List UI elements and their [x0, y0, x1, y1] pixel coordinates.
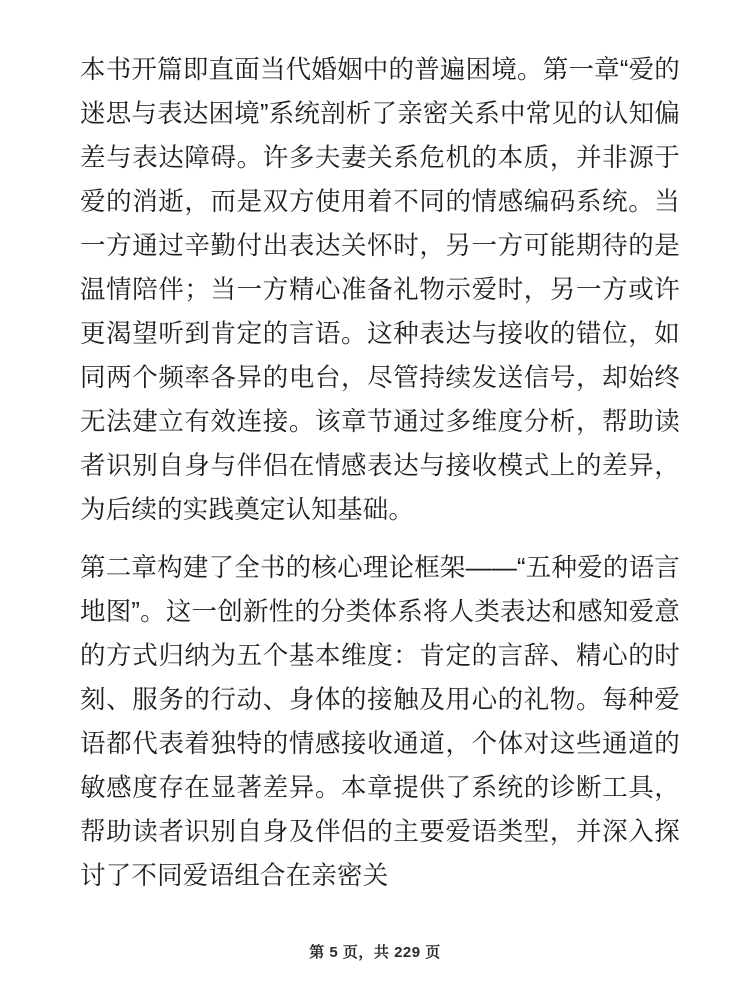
page-footer [0, 941, 750, 962]
body-paragraph-2: 第二章构建了全书的核心理论框架——“五种爱的语言地图”。这一创新性的分类体系将人类表达和感知爱意的方式归纳为五个基本维度：肯定的言辞、精心的时刻、服务的行动、身体的接触及用心的礼物。每种爱语都代表着独特的情感接收通道，个体对这些通道的敏感度存在显著差异。本章提供了系统的诊断工具，帮助读者识别自身及伴侣的主要爱语类型，并深入探讨了不同爱语组合在亲密关 [80, 554, 680, 890]
page-number-label: 第 5 页，共 229 页 [309, 944, 441, 961]
body-paragraph-1: 本书开篇即直面当代婚姻中的普遍困境。第一章“爱的迷思与表达困境”系统剖析了亲密关系中常见的认知偏差与表达障碍。许多夫妻关系危机的本质，并非源于爱的消逝，而是双方使用着不同的情感编码系统。当一方通过辛勤付出表达关怀时，另一方可能期待的是温情陪伴；当一方精心准备礼物示爱时，另一方或许更渴望听到肯定的言语。这种表达与接收的错位，如同两个频率各异的电台，尽管持续发送信号，却始终无法建立有效连接。该章节通过多维度分析，帮助读者识别自身与伴侣在情感表达与接收模式上的差异，为后续的实践奠定认知基础。 [80, 56, 680, 524]
page-content [80, 48, 680, 1000]
